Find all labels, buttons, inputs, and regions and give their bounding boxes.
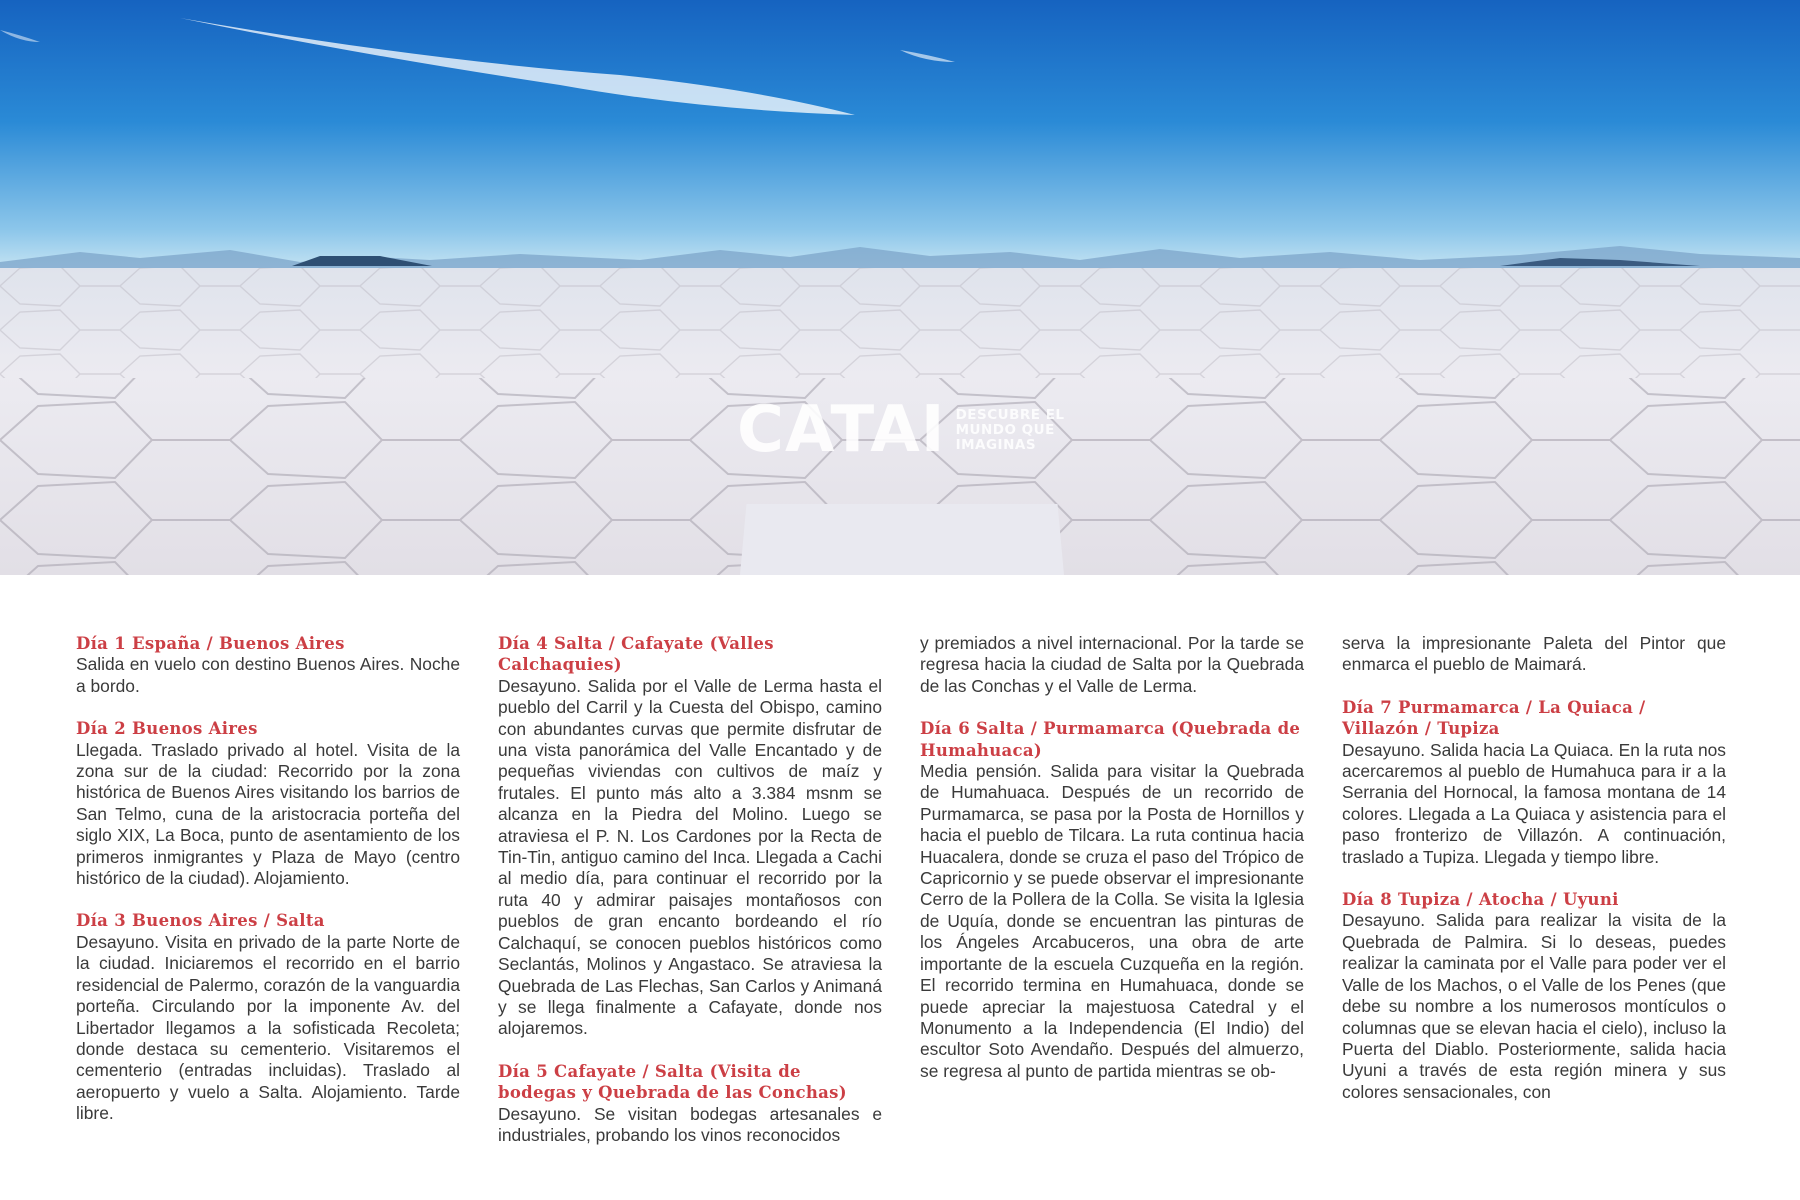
day-text: Desayuno. Salida para realizar la visita de la Quebrada de Palmira. Si lo deseas, puedes realizar la caminata por el Valle para poder ver el Valle de los Machos, o el Valle de los Penes (que debe su nombre a los numerosos montículos o columnas que se elevan hacia el cielo), incluso la Puerta del Diablo. Posteriormente, salida hacia Uyuni a través de esta región minera y sus colores sensacionales, con: [1342, 910, 1726, 1102]
day-title: Día 2 Buenos Aires: [76, 719, 258, 739]
day-5-continued: [920, 633, 1304, 697]
day-4: [498, 633, 882, 1040]
day-text: Desayuno. Salida por el Valle de Lerma hasta el pueblo del Carril y la Cuesta del Obispo, camino con abundantes curvas que permite disfrutar de una vista panorámica del Valle Encantado y de pequeñas viviendas con cultivos de maíz y frutales. El punto más alto a 3.384 msnm se alcanza en la Piedra del Molino. Luego se atraviesa el P. N. Los Cardones por la Recta de Tin-Tin, antiguo camino del Inca. Llegada a Cachi al medio día, para continuar el recorrido por la ruta 40 y admirar paisajes montañosos con pueblos de gran encanto bordeando el río Calchaquí, se conocen pueblos históricos como Seclantás, Molinos y Angastaco. Se atraviesa la Quebrada de Las Flechas, San Carlos y Animaná y se llega finalmente a Cafayate, donde nos alojaremos.: [498, 675, 882, 1039]
day-8: [1342, 889, 1726, 1103]
logo-tagline-line-3: IMAGINAS: [955, 436, 1037, 453]
title-tab: [740, 504, 1064, 575]
day-text: Desayuno. Visita en privado de la parte Norte de la ciudad. Iniciaremos el recorrido en el barrio residencial de Palermo, corazón de la vanguardia porteña. Circulando por la imponente Av. del Libertador llegamos a la sofisticada Recoleta; donde destaca su cementerio. Visitaremos el cementerio (entradas incluidas). Traslado al aeropuerto y vuelo a Salta. Alojamiento. Tarde libre.: [76, 931, 460, 1124]
itinerary-column-3: [920, 633, 1304, 1167]
day-title: Día 1 España / Buenos Aires: [76, 634, 345, 653]
logo-tagline: [956, 408, 1065, 453]
day-text: Desayuno. Se visitan bodegas artesanales e industriales, probando los vinos reconocidos: [498, 1103, 882, 1145]
day-text: Salida en vuelo con destino Buenos Aires. Noche a bordo.: [76, 654, 460, 696]
day-text: serva la impresionante Paleta del Pintor que enmarca el pueblo de Maimará.: [1342, 633, 1726, 675]
catai-logo: [737, 393, 1065, 467]
day-text: Llegada. Traslado privado al hotel. Visita de la zona sur de la ciudad: Recorrido por la zona histórica de Buenos Aires visitando los barrios de San Telmo, cuna de la aristocracia porteña del siglo XIX, La Boca, punto de asentamiento de los primeros inmigrantes y Plaza de Mayo (centro histórico de la ciudad). Alojamiento.: [76, 739, 460, 889]
day-title: Día 5 Cafayate / Salta (Visita de bodegas y Quebrada de las Conchas): [498, 1061, 847, 1103]
itinerary: [76, 633, 1728, 1167]
day-title: Día 4 Salta / Cafayate (Valles Calchaquies): [498, 634, 774, 675]
day-text: Media pensión. Salida para visitar la Quebrada de Humahuaca. Después de un recorrido de Purmamarca, se pasa por la Posta de Hornillos y hacia el pueblo de Tilcara. La ruta continua hacia Huacalera, donde se cruza el paso del Trópico de Capricornio y se puede observar el impresionante Cerro de la Pollera de la Colla. Se visita la Iglesia de Uquía, donde se encuentran las pinturas de los Ángeles Arcabuceros, una obra de arte importante de la escuela Cuzqueña en la región. El recorrido termina en Humahuaca, donde se puede apreciar la majestuosa Catedral y el Monumento a la Independencia (El Indio) del escultor Soto Avendaño. Después del almuerzo, se regresa al punto de partida mientras se ob-: [920, 761, 1304, 1081]
day-text: Desayuno. Salida hacia La Quiaca. En la ruta nos acercaremos al pueblo de Humahuca para ir a la Serrania del Hornocal, la famosa montana de 14 colores. Llegada a La Quiaca y asistencia para el paso fronterizo de Villazón. A continuación, traslado a Tupiza. Llegada y tiempo libre.: [1342, 739, 1726, 867]
day-title: Día 3 Buenos Aires / Salta: [76, 911, 325, 931]
itinerary-column-4: [1342, 633, 1726, 1167]
itinerary-column-1: [76, 633, 460, 1167]
day-6-continued: [1342, 633, 1726, 676]
salt-flat-landscape: [0, 0, 1800, 575]
logo-tagline-line-1: DESCUBRE EL: [955, 406, 1065, 423]
day-1: [76, 633, 460, 697]
logo-tagline-line-2: MUNDO QUE: [955, 421, 1055, 438]
day-2: [76, 718, 460, 889]
day-title: Día 7 Purmamarca / La Quiaca / Villazón / Tupiza: [1342, 697, 1646, 739]
day-5: [498, 1061, 882, 1147]
itinerary-column-2: [498, 633, 882, 1167]
logo-wordmark: CATAI: [737, 393, 946, 467]
day-title: Día 6 Salta / Purmamarca (Quebrada de Humahuaca): [920, 719, 1301, 760]
day-3: [76, 910, 460, 1124]
day-7: [1342, 697, 1726, 868]
day-title: Día 8 Tupiza / Atocha / Uyuni: [1342, 890, 1619, 910]
day-6: [920, 718, 1304, 1082]
day-text: y premiados a nivel internacional. Por la tarde se regresa hacia la ciudad de Salta por la Quebrada de las Conchas y el Valle de Lerma.: [920, 633, 1304, 696]
hero-photo-salt-flat: [0, 0, 1800, 575]
